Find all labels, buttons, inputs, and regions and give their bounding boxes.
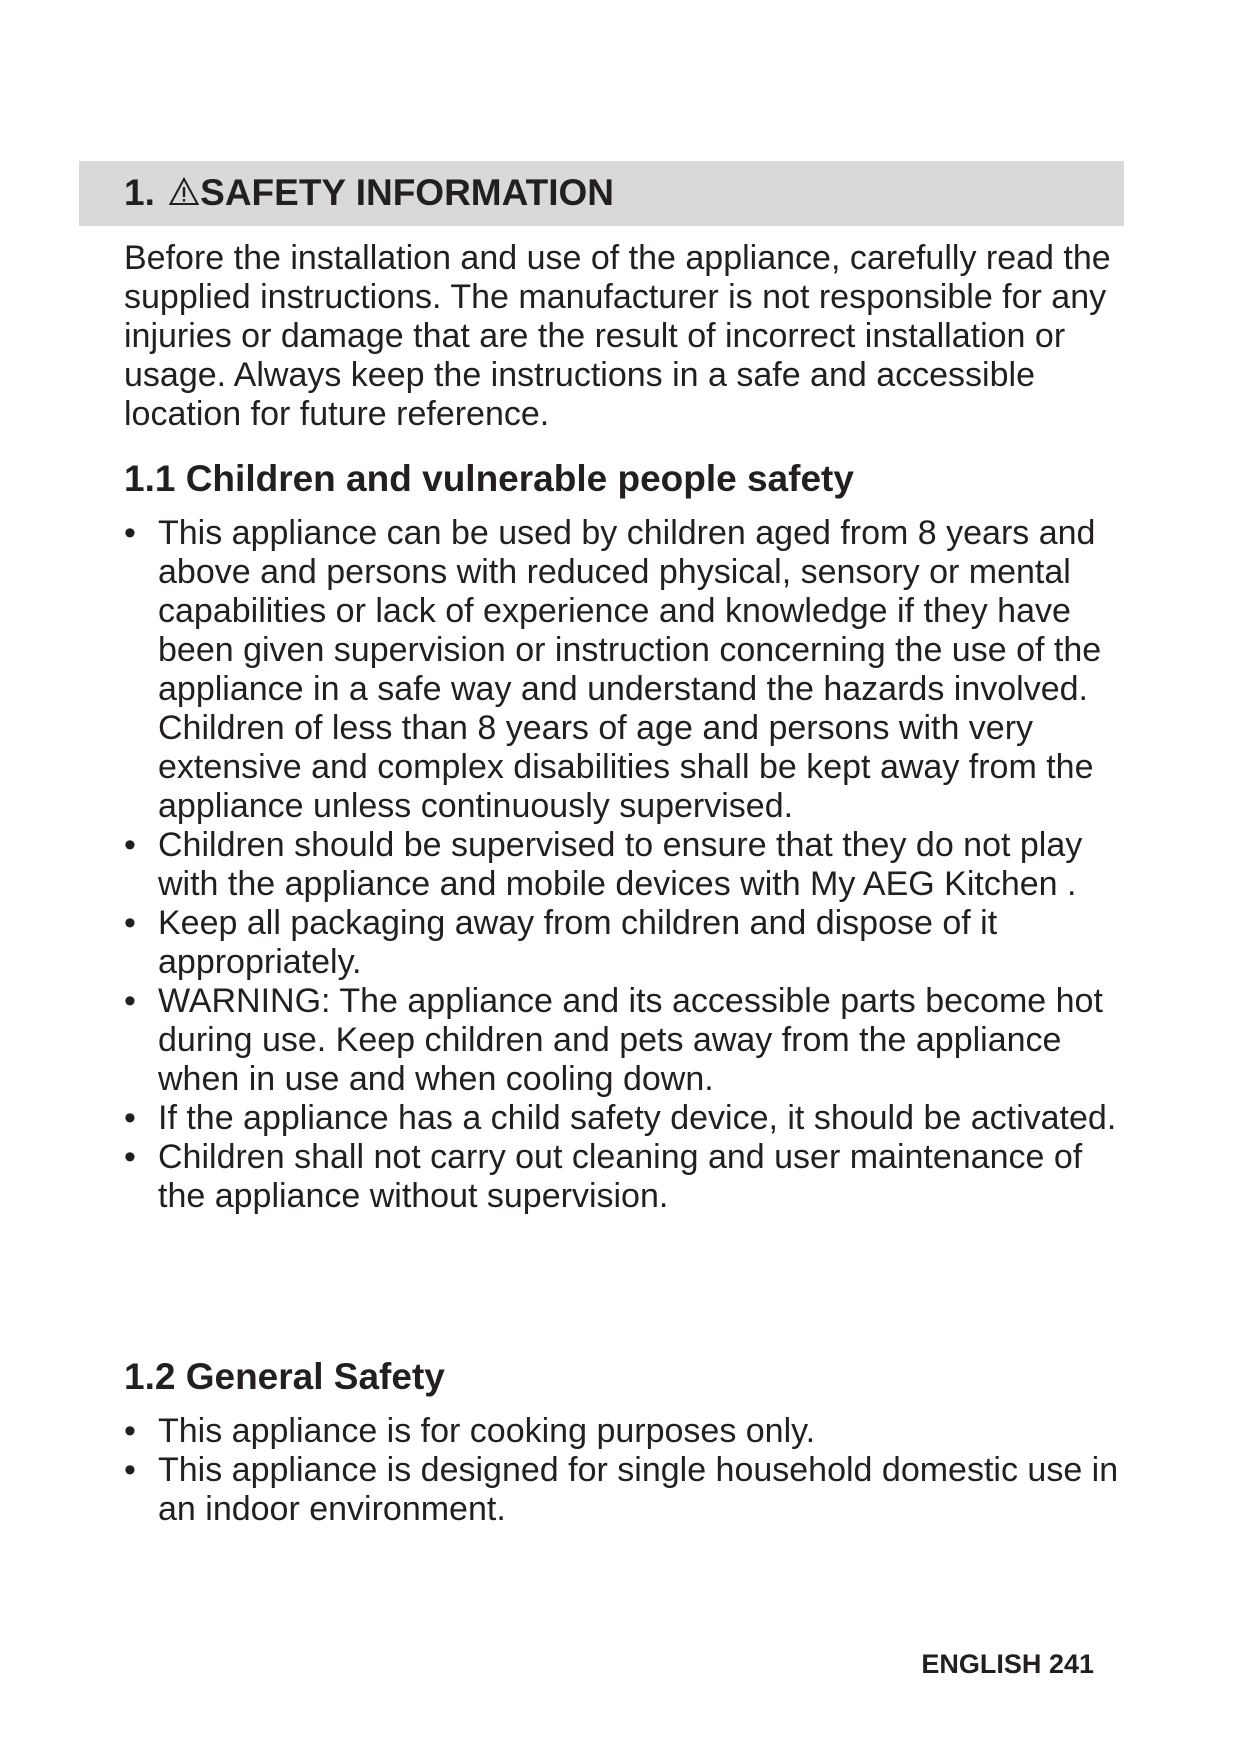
subsection-heading-children: 1.1 Children and vulnerable people safety [124, 458, 854, 499]
bullet: • [124, 1412, 136, 1450]
page-footer [921, 1648, 1094, 1680]
list-item [124, 1451, 1124, 1529]
bullet: • [124, 1099, 136, 1137]
list-item-text: If the appliance has a child safety device, it should be activated. [158, 1099, 1117, 1137]
list-item-text: This appliance is designed for single household domestic use in an indoor environment. [158, 1451, 1119, 1528]
bullet: • [124, 982, 136, 1020]
list-item [124, 1099, 1124, 1138]
list-item-text: Keep all packaging away from children and dispose of it appropriately. [158, 904, 998, 981]
section-title [124, 170, 614, 216]
page-number: 241 [1048, 1649, 1094, 1679]
list-item [124, 982, 1124, 1099]
warning-triangle-icon [169, 177, 199, 207]
section-title-text: SAFETY INFORMATION [200, 172, 614, 213]
children-safety-list [124, 514, 1124, 1216]
list-item-text: Children should be supervised to ensure that they do not play with the appliance and mobile devices with My AEG Kitchen . [158, 826, 1083, 903]
list-item [124, 1412, 1124, 1451]
list-item [124, 826, 1124, 904]
bullet: • [124, 826, 136, 864]
list-item [124, 904, 1124, 982]
bullet: • [124, 514, 136, 552]
footer-language: ENGLISH [921, 1649, 1042, 1679]
bullet: • [124, 1138, 136, 1176]
list-item-text: WARNING: The appliance and its accessible parts become hot during use. Keep children and pets away from the appliance when in use and when cooling down. [158, 982, 1103, 1098]
list-item [124, 1138, 1124, 1216]
list-item-text: This appliance can be used by children aged from 8 years and above and persons with reduced physical, sensory or mental capabilities or lack of experience and knowledge if they have been given supervision or instruction concerning the use of the appliance in a safe way and understand the hazards involved. Children of less than 8 years of age and persons with very extensive and complex disabilities shall be kept away from the appliance unless continuously supervised. [158, 514, 1102, 825]
bullet: • [124, 904, 136, 942]
list-item [124, 514, 1124, 826]
bullet: • [124, 1451, 136, 1489]
intro-paragraph: Before the installation and use of the appliance, carefully read the supplied instructions. The manufacturer is not responsible for any injuries or damage that are the result of incorrect installation or usage. Always keep the instructions in a safe and accessible location for future reference. [124, 239, 1111, 433]
general-safety-list [124, 1412, 1124, 1529]
list-item-text: Children shall not carry out cleaning and user maintenance of the appliance without supervision. [158, 1138, 1083, 1215]
section-number: 1. [124, 172, 155, 213]
subsection-heading-general: 1.2 General Safety [124, 1356, 445, 1397]
list-item-text: This appliance is for cooking purposes only. [158, 1412, 816, 1450]
